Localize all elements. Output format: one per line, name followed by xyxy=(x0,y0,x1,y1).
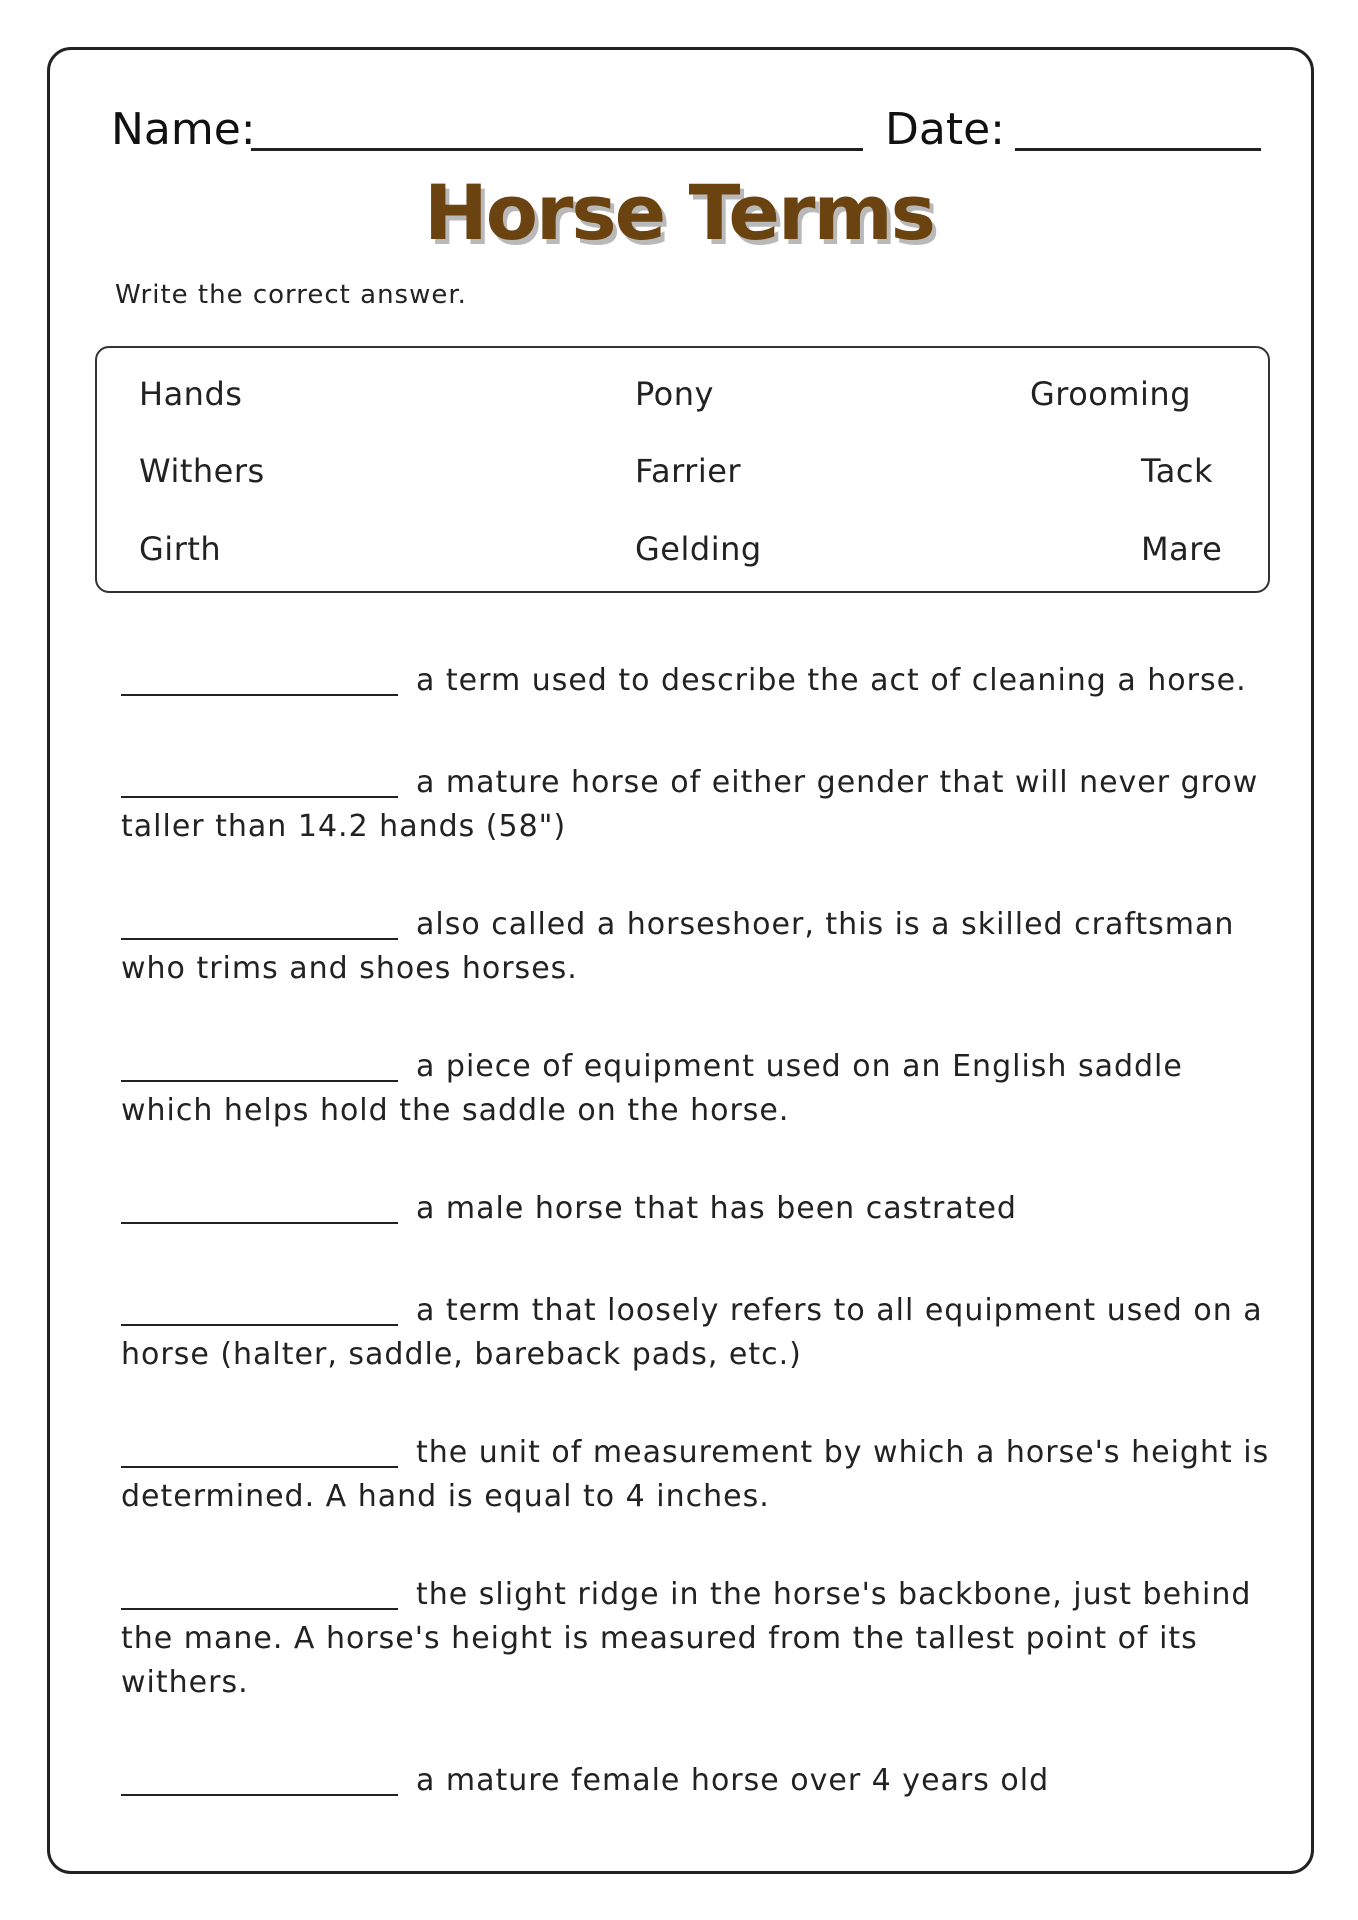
question-text: the slight ridge in the horse's backbone, just behind the mane. A horse's height is measured from the tallest point of its withers. xyxy=(121,1577,1252,1700)
word-bank-item: Farrier xyxy=(635,452,742,490)
answer-blank[interactable] xyxy=(121,1436,398,1468)
question-item xyxy=(121,1430,1271,1519)
answer-blank[interactable] xyxy=(121,766,398,798)
word-bank-item: Grooming xyxy=(1029,375,1191,413)
instruction-text: Write the correct answer. xyxy=(115,280,467,310)
word-bank-item: Withers xyxy=(139,452,265,490)
question-item xyxy=(121,1758,1271,1803)
answer-blank[interactable] xyxy=(121,1192,398,1224)
date-label: Date: xyxy=(885,104,1005,155)
question-text: a male horse that has been castrated xyxy=(416,1191,1017,1226)
question-text: a piece of equipment used on an English saddle which helps hold the saddle on the horse. xyxy=(121,1049,1183,1128)
question-item xyxy=(121,760,1271,849)
question-text: a term that loosely refers to all equipment used on a horse (halter, saddle, bareback pads, etc.) xyxy=(121,1293,1263,1372)
question-item xyxy=(121,1288,1271,1377)
answer-blank[interactable] xyxy=(121,1050,398,1082)
question-item xyxy=(121,902,1271,991)
question-text: a mature female horse over 4 years old xyxy=(416,1763,1050,1798)
question-item xyxy=(121,1044,1271,1133)
name-label: Name: xyxy=(111,104,256,155)
header-row xyxy=(111,100,1261,160)
word-bank-item: Gelding xyxy=(635,530,762,568)
word-bank-item: Pony xyxy=(635,375,714,413)
answer-blank[interactable] xyxy=(121,1764,398,1796)
word-bank-item: Hands xyxy=(139,375,243,413)
word-bank-item: Tack xyxy=(1141,452,1213,490)
answer-blank[interactable] xyxy=(121,1294,398,1326)
name-line[interactable] xyxy=(251,148,863,151)
question-text: also called a horseshoer, this is a skilled craftsman who trims and shoes horses. xyxy=(121,907,1235,986)
question-item xyxy=(121,1572,1271,1705)
answer-blank[interactable] xyxy=(121,1578,398,1610)
question-item xyxy=(121,658,1271,703)
answer-blank[interactable] xyxy=(121,908,398,940)
question-text: the unit of measurement by which a horse's height is determined. A hand is equal to 4 inches. xyxy=(121,1435,1270,1514)
question-item xyxy=(121,1186,1271,1231)
answer-blank[interactable] xyxy=(121,664,398,696)
worksheet-title: Horse Terms xyxy=(424,168,934,257)
word-bank xyxy=(95,346,1270,593)
word-bank-item: Mare xyxy=(1141,530,1223,568)
date-line[interactable] xyxy=(1015,148,1261,151)
question-text: a term used to describe the act of cleaning a horse. xyxy=(416,663,1247,698)
question-text: a mature horse of either gender that will never grow taller than 14.2 hands (58") xyxy=(121,765,1259,844)
word-bank-item: Girth xyxy=(139,530,222,568)
